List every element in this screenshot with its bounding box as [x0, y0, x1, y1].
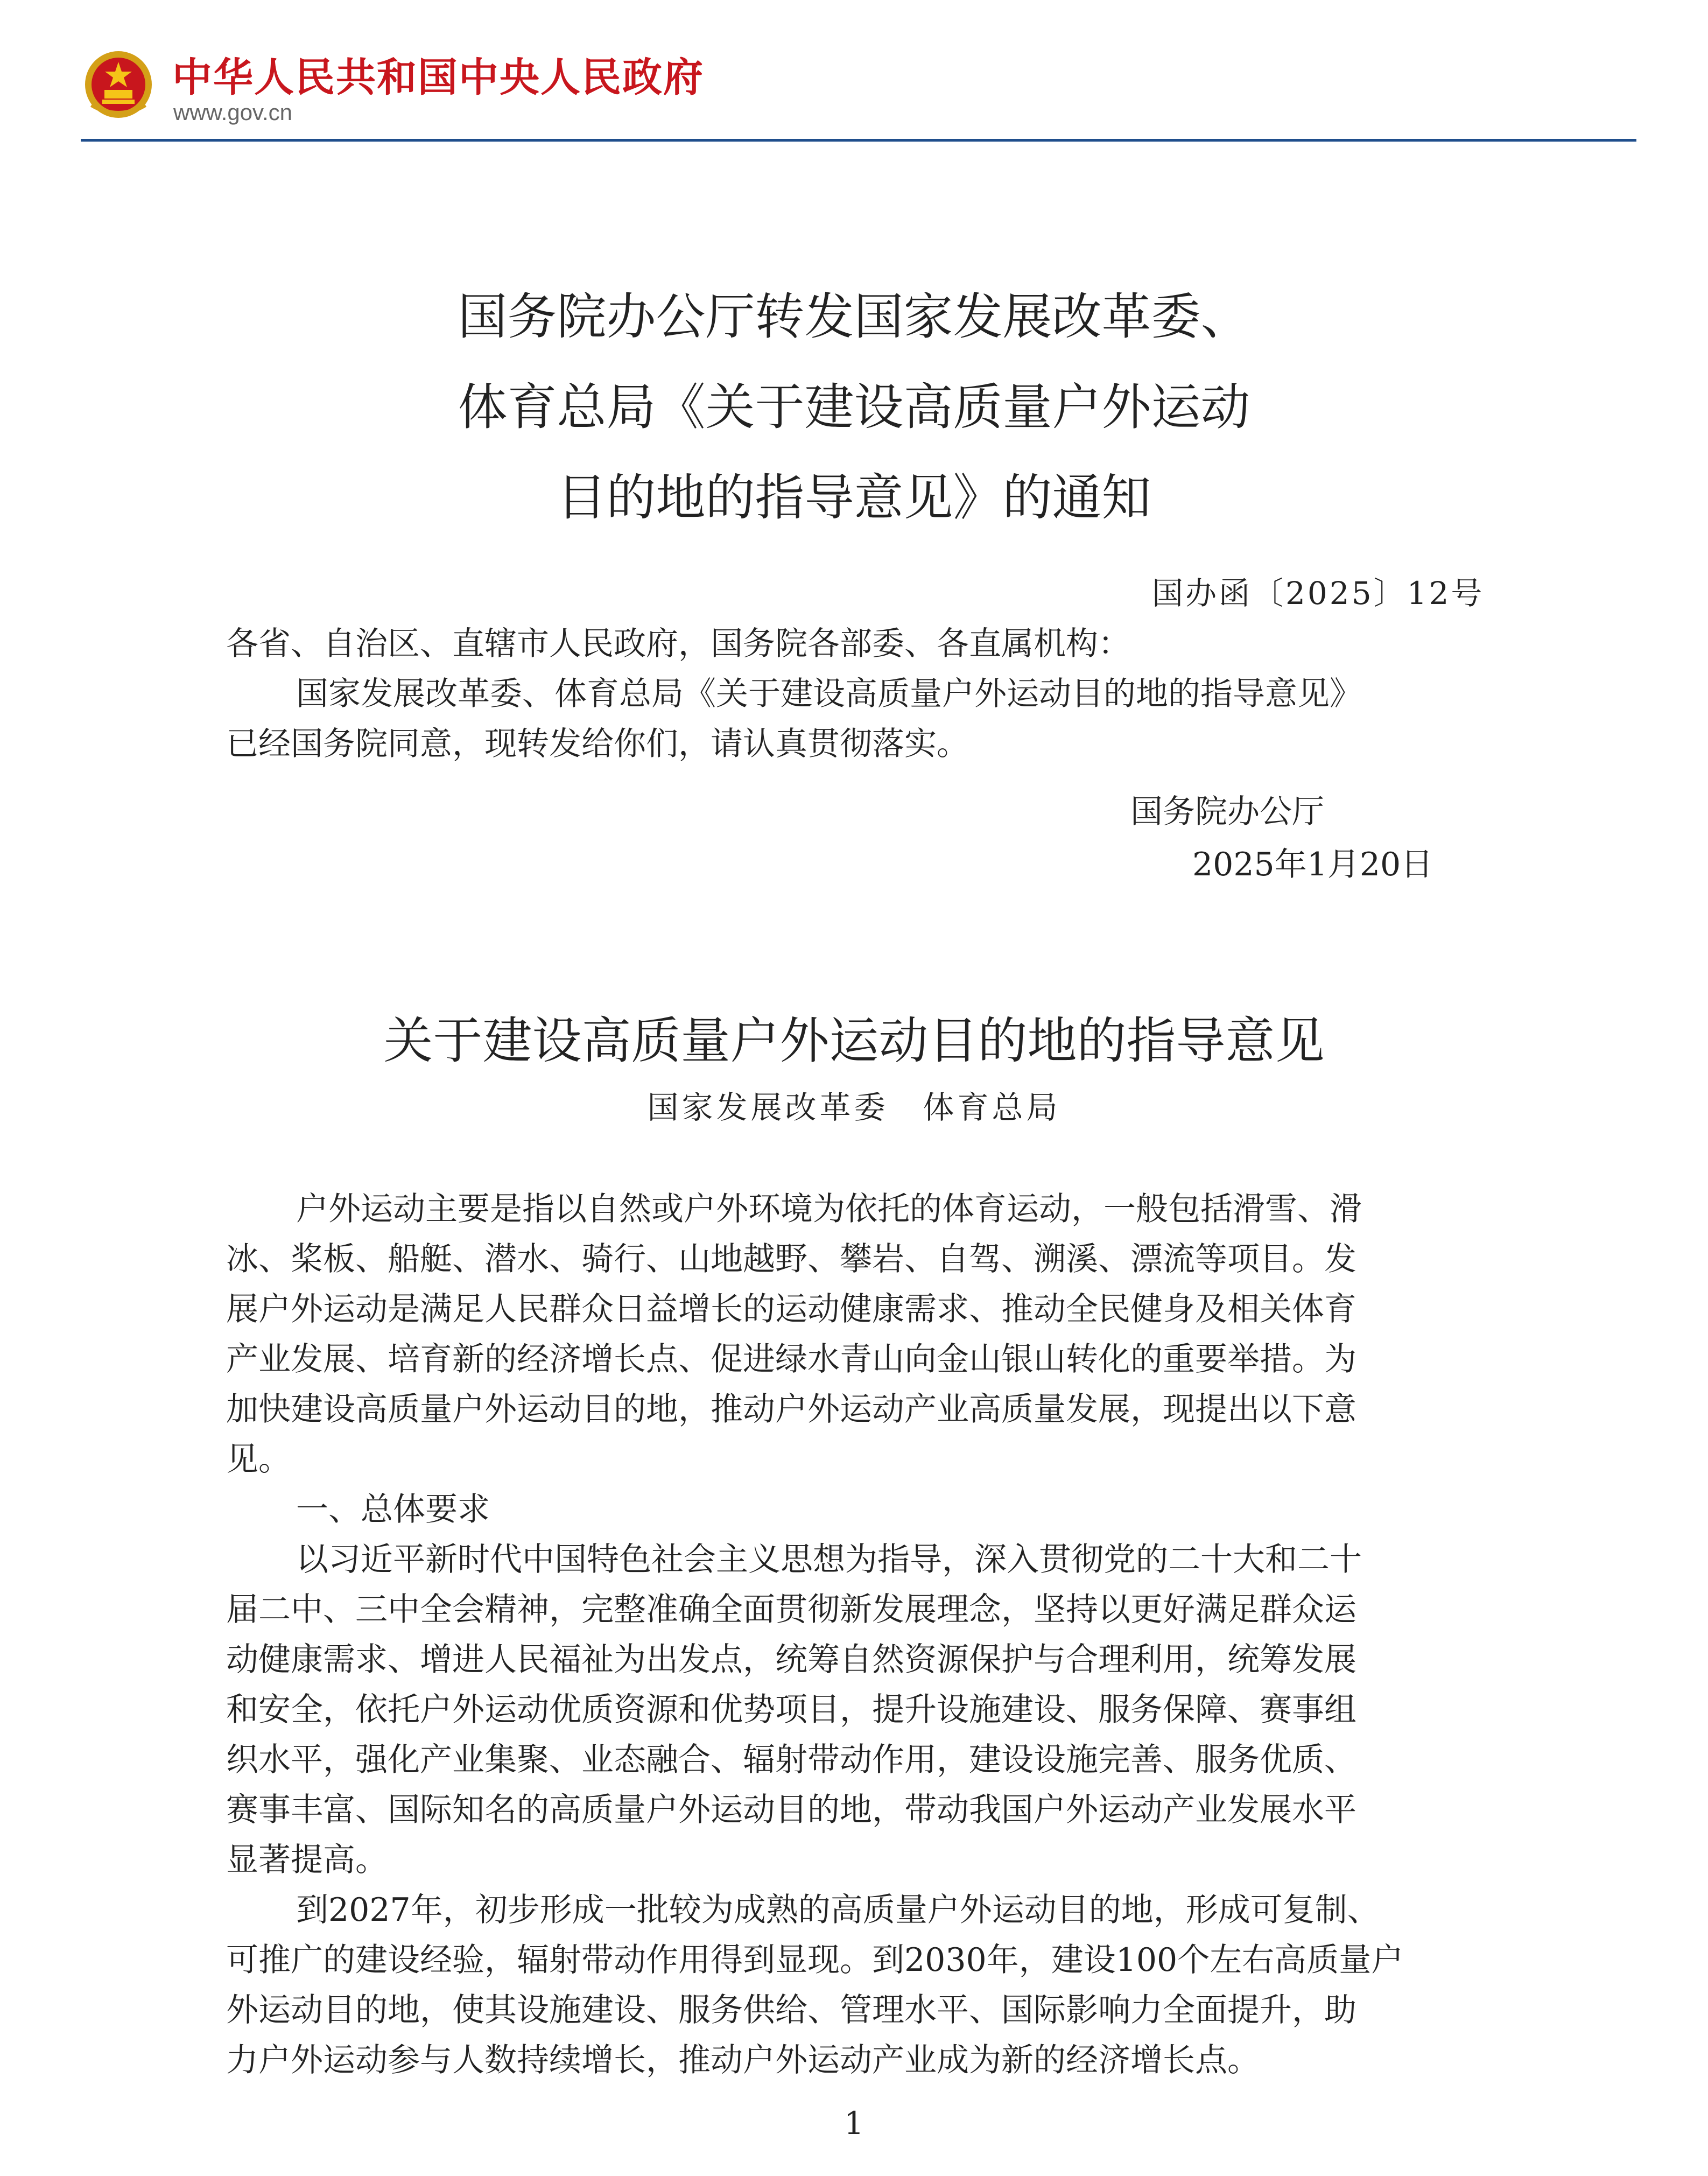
signature-date: 2025年1月20日 [1192, 846, 1433, 883]
paragraph-line: 产业发展、培育新的经济增长点、促进绿水青山向金山银山转化的重要举措。为 [226, 1340, 1356, 1378]
paragraph-line: 加快建设高质量户外运动目的地，推动户外运动产业高质量发展，现提出以下意 [226, 1391, 1356, 1428]
notice-title-line: 目的地的指导意见》的通知 [557, 469, 1151, 527]
paragraph-line: 动健康需求、增进人民福祉为出发点，统筹自然资源保护与合理利用，统筹发展 [226, 1641, 1356, 1679]
page-number: 1 [844, 2105, 864, 2142]
signature-office: 国务院办公厅 [1130, 793, 1324, 831]
notice-title-line: 国务院办公厅转发国家发展改革委、 [458, 288, 1250, 346]
paragraph-line: 届二中、三中全会精神，完整准确全面贯彻新发展理念，坚持以更好满足群众运 [226, 1591, 1356, 1629]
opinion-title: 关于建设高质量户外运动目的地的指导意见 [383, 1012, 1325, 1070]
paragraph-line: 见。 [226, 1441, 291, 1478]
paragraph-line: 力户外运动参与人数持续增长，推动户外运动产业成为新的经济增长点。 [226, 2041, 1260, 2079]
document-number: 国办函〔2025〕12号 [1152, 575, 1485, 612]
paragraph-line: 冰、桨板、船艇、潜水、骑行、山地越野、攀岩、自驾、溯溪、漂流等项目。发 [226, 1240, 1356, 1278]
paragraph-line: 展户外运动是满足人民群众日益增长的运动健康需求、推动全民健身及相关体育 [226, 1290, 1356, 1328]
notice-body-line: 国家发展改革委、体育总局《关于建设高质量户外运动目的地的指导意见》 [296, 675, 1362, 713]
paragraph-line: 显著提高。 [226, 1841, 388, 1879]
section-1-paragraph-2 [226, 1885, 1518, 2086]
paragraph-line: 到2027年，初步形成一批较为成熟的高质量户外运动目的地，形成可复制、 [296, 1891, 1380, 1929]
national-emblem-icon[interactable] [81, 46, 156, 121]
site-url[interactable]: www.gov.cn [173, 100, 292, 125]
notice-title [161, 272, 1547, 543]
paragraph-line: 和安全，依托户外运动优质资源和优势项目，提升设施建设、服务保障、赛事组 [226, 1691, 1356, 1729]
paragraph-line: 织水平，强化产业集聚、业态融合、辐射带动作用，建设设施完善、服务优质、 [226, 1741, 1356, 1779]
opinion-issuers: 国家发展改革委 体育总局 [647, 1089, 1061, 1126]
section-1-paragraph-1 [226, 1535, 1518, 1885]
header-divider [81, 139, 1636, 142]
paragraph-line: 外运动目的地，使其设施建设、服务供给、管理水平、国际影响力全面提升，助 [226, 1991, 1356, 2029]
paragraph-line: 户外运动主要是指以自然或户外环境为依托的体育运动，一般包括滑雪、滑 [296, 1190, 1362, 1228]
notice-title-line: 体育总局《关于建设高质量户外运动 [458, 378, 1250, 436]
paragraph-line: 可推广的建设经验，辐射带动作用得到显现。到2030年，建设100个左右高质量户 [226, 1941, 1404, 1979]
intro-paragraph [226, 1184, 1518, 1485]
site-name[interactable]: 中华人民共和国中央人民政府 [172, 54, 704, 101]
paragraph-line: 以习近平新时代中国特色社会主义思想为指导，深入贯彻党的二十大和二十 [296, 1541, 1362, 1578]
section-heading: 一、总体要求 [296, 1491, 490, 1528]
recipients: 各省、自治区、直辖市人民政府，国务院各部委、各直属机构： [226, 625, 1130, 663]
notice-body-line: 已经国务院同意，现转发给你们，请认真贯彻落实。 [226, 725, 969, 763]
paragraph-line: 赛事丰富、国际知名的高质量户外运动目的地，带动我国户外运动产业发展水平 [226, 1791, 1356, 1829]
site-header [0, 0, 1708, 145]
